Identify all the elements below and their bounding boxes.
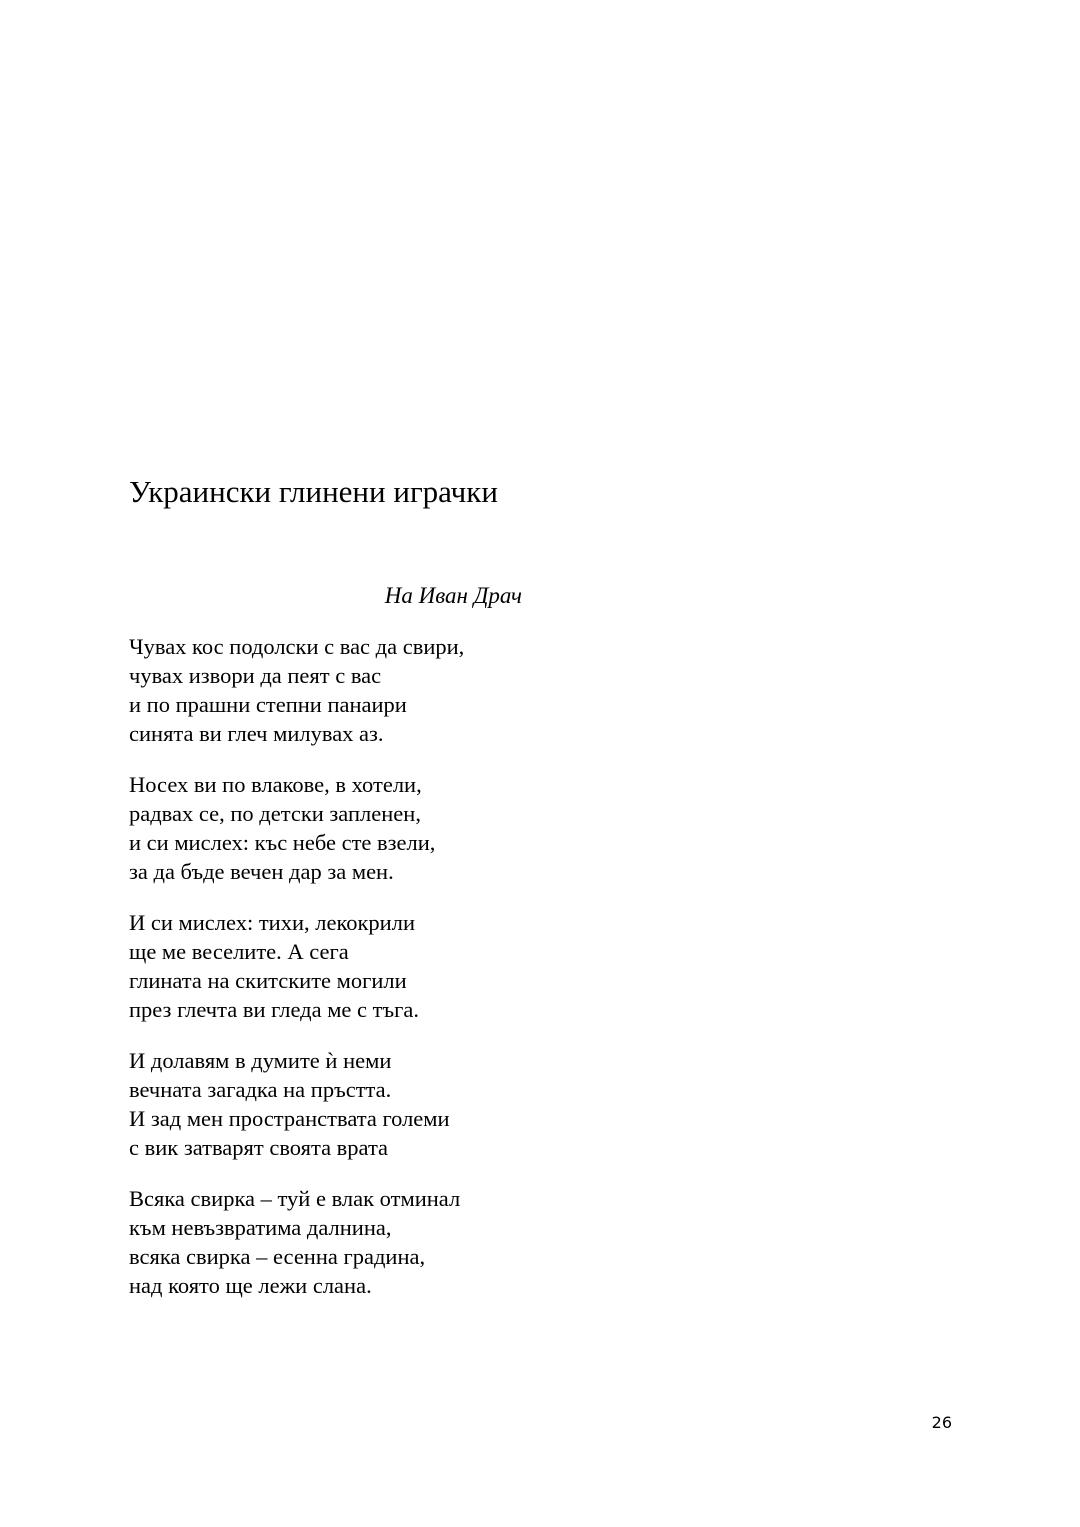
- poem-line: И си мислех: тихи, лекокрили: [129, 910, 415, 935]
- poem-line: Чувах кос подолски с вас да свири,: [129, 634, 465, 659]
- poem-line: ще ме веселите. А сега: [129, 939, 349, 964]
- poem-title: Украински глинени играчки: [129, 474, 498, 509]
- poem-line: вечната загадка на пръстта.: [129, 1077, 392, 1102]
- poem-line: радвах се, по детски запленен,: [129, 801, 421, 826]
- poem-line: глината на скитските могили: [129, 968, 407, 993]
- poem-line: чувах извори да пеят с вас: [129, 663, 382, 688]
- stanza-1: [129, 632, 729, 748]
- poem-line: през глечта ви гледа ме с тъга.: [129, 997, 419, 1022]
- poem-line: синята ви глеч милувах аз.: [129, 721, 384, 746]
- poem-line: и по прашни степни панаири: [129, 692, 407, 717]
- poem-line: над която ще лежи слана.: [129, 1273, 372, 1298]
- stanza-3: [129, 908, 729, 1024]
- poem-line: всяка свирка – есенна градина,: [129, 1244, 426, 1269]
- stanza-2: [129, 770, 729, 886]
- poem-line: И долавям в думите ѝ неми: [129, 1048, 392, 1073]
- poem-line: към невъзвратима далнина,: [129, 1215, 392, 1240]
- page-number: 26: [931, 1413, 952, 1432]
- stanza-5: [129, 1184, 729, 1300]
- poem-line: с вик затварят своята врата: [129, 1135, 389, 1160]
- poem-line: Всяка свирка – туй е влак отминал: [129, 1186, 461, 1211]
- stanza-4: [129, 1046, 729, 1162]
- dedication: На Иван Драч: [384, 583, 522, 608]
- poem-body: [129, 632, 729, 1322]
- poem-line: И зад мен пространствата големи: [129, 1106, 450, 1131]
- poem-line: за да бъде вечен дар за мен.: [129, 859, 394, 884]
- poem-line: Носех ви по влакове, в хотели,: [129, 772, 422, 797]
- poem-line: и си мислех: къс небе сте взели,: [129, 830, 436, 855]
